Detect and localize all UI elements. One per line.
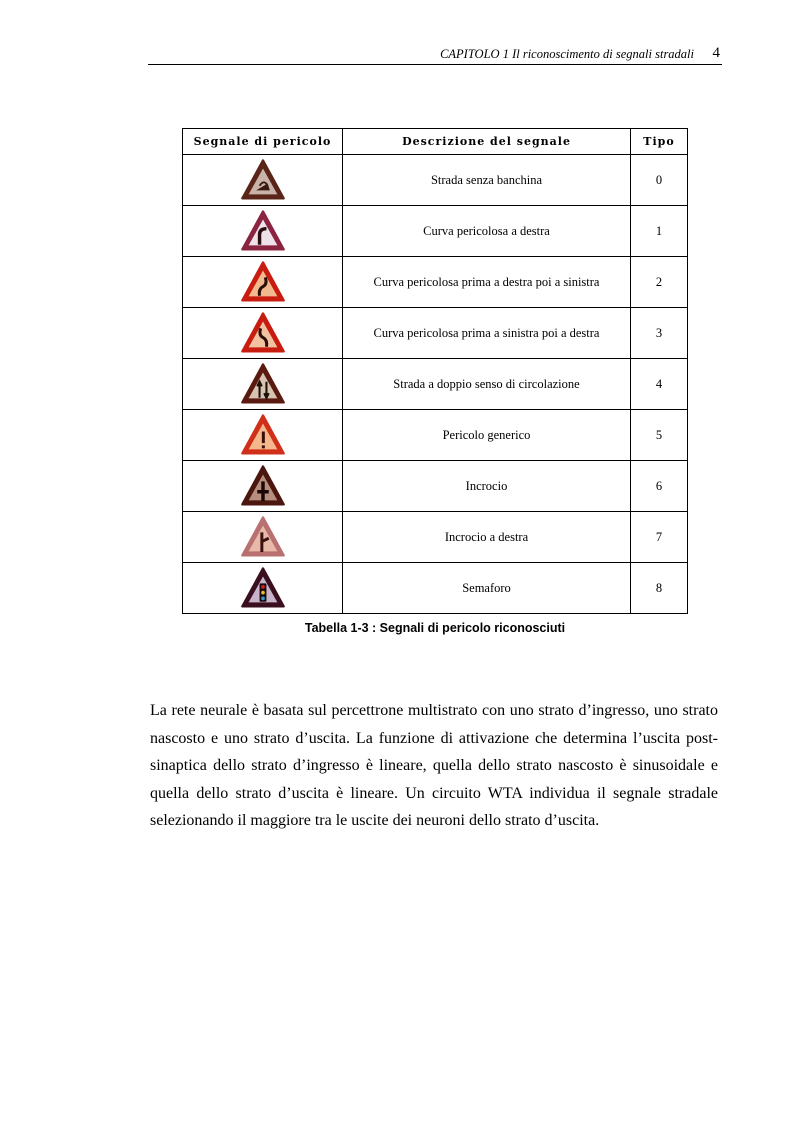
table-row: [183, 155, 688, 206]
dangerous-curve-right-sign-icon: [240, 209, 286, 253]
two-way-traffic-sign-icon: [240, 362, 286, 406]
sign-cell: [183, 308, 343, 359]
table-row: [183, 410, 688, 461]
type-cell: 0: [631, 155, 688, 206]
type-cell: 2: [631, 257, 688, 308]
sign-cell: [183, 461, 343, 512]
sign-cell: [183, 410, 343, 461]
table-header-row: [183, 129, 688, 155]
crossroads-sign-icon: [240, 464, 286, 508]
type-cell: 1: [631, 206, 688, 257]
traffic-light-sign-icon: [240, 566, 286, 610]
double-curve-left-right-sign-icon: [240, 311, 286, 355]
type-cell: 5: [631, 410, 688, 461]
table-row: [183, 206, 688, 257]
description-cell: Strada senza banchina: [343, 155, 631, 206]
type-cell: 8: [631, 563, 688, 614]
sign-cell: [183, 155, 343, 206]
page-number: 4: [712, 45, 720, 61]
table-row: [183, 359, 688, 410]
description-cell: Curva pericolosa prima a sinistra poi a destra: [343, 308, 631, 359]
description-cell: Strada a doppio senso di circolazione: [343, 359, 631, 410]
chapter-title: CAPITOLO 1 Il riconoscimento di segnali stradali: [440, 47, 694, 61]
header-type: Tipo: [631, 129, 688, 155]
table-caption: Tabella 1-3 : Segnali di pericolo riconosciuti: [304, 621, 566, 635]
table-row: [183, 257, 688, 308]
description-cell: Pericolo generico: [343, 410, 631, 461]
description-cell: Semaforo: [343, 563, 631, 614]
description-cell: Incrocio a destra: [343, 512, 631, 563]
sign-cell: [183, 359, 343, 410]
type-cell: 7: [631, 512, 688, 563]
general-danger-sign-icon: [240, 413, 286, 457]
sign-cell: [183, 257, 343, 308]
danger-signs-table: [182, 128, 688, 614]
header-sign: Segnale di pericolo: [183, 129, 343, 155]
body-paragraph: La rete neurale è basata sul percettrone multistrato con uno strato d’ingresso, uno strato nascosto e uno strato d’uscita. La funzione di attivazione che determina l’uscita post-sinaptica dello strato d’ingresso è lineare, quella dello strato nascosto è sinusoidale e quella dello strato d’uscita è lineare. Un circuito WTA individua il segnale stradale selezionando il maggiore tra le uscite dei neuroni dello strato d’uscita.: [150, 702, 718, 829]
double-curve-right-left-sign-icon: [240, 260, 286, 304]
table-row: [183, 563, 688, 614]
description-cell: Incrocio: [343, 461, 631, 512]
description-cell: Curva pericolosa prima a destra poi a sinistra: [343, 257, 631, 308]
road-without-shoulder-sign-icon: [240, 158, 286, 202]
type-cell: 6: [631, 461, 688, 512]
type-cell: 3: [631, 308, 688, 359]
sign-cell: [183, 206, 343, 257]
junction-right-sign-icon: [240, 515, 286, 559]
table-row: [183, 512, 688, 563]
table-body: [183, 155, 688, 614]
description-cell: Curva pericolosa a destra: [343, 206, 631, 257]
running-header: [148, 44, 722, 65]
table-row: [183, 308, 688, 359]
sign-cell: [183, 563, 343, 614]
header-description: Descrizione del segnale: [343, 129, 631, 155]
table-row: [183, 461, 688, 512]
type-cell: 4: [631, 359, 688, 410]
sign-cell: [183, 512, 343, 563]
